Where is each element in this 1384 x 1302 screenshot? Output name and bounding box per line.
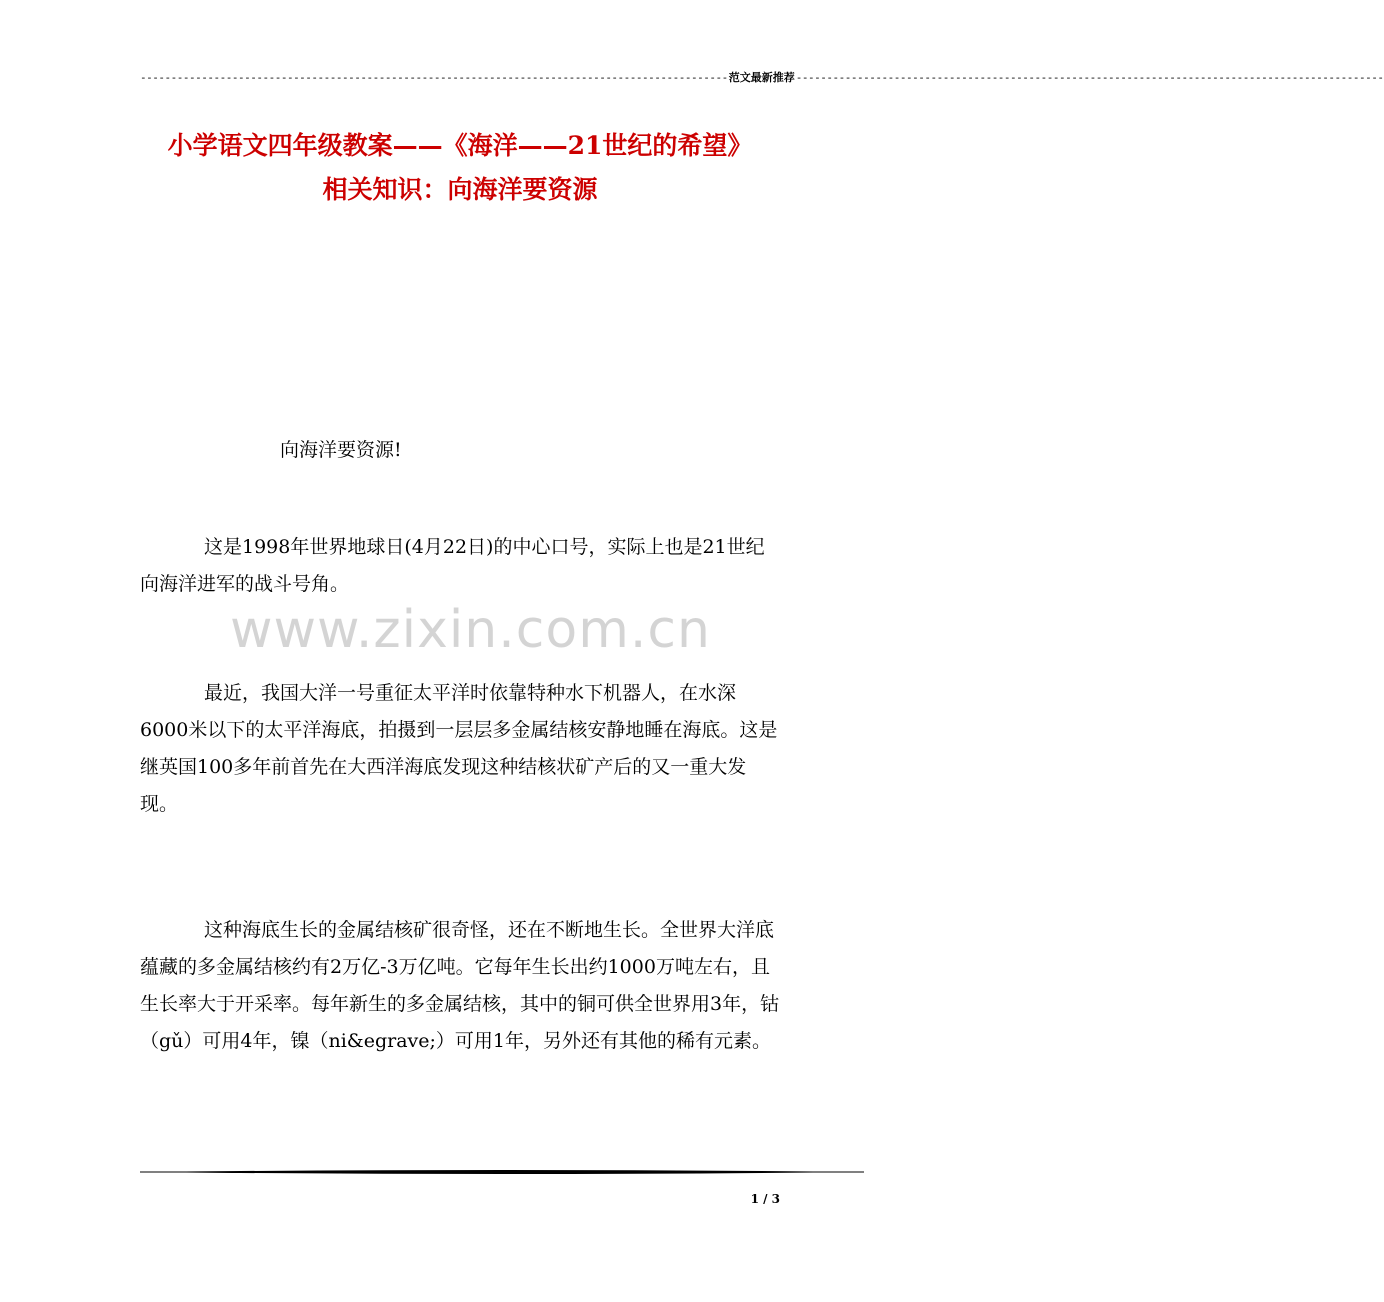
- header-dashes-left: ------------------------------------------------------------------------------------------------: [140, 71, 728, 84]
- body-paragraph-1: 这是1998年世界地球日(4月22日)的中心口号，实际上也是21世纪向海洋进军的战斗号角。: [140, 536, 765, 595]
- footer-divider: [140, 1166, 864, 1178]
- header-rule: [140, 70, 1384, 86]
- page-number: 1 / 3: [750, 1192, 780, 1206]
- watermark: www.zixin.com.cn: [230, 600, 711, 660]
- body-paragraph-2: 最近，我国大洋一号重征太平洋时依靠特种水下机器人，在水深6000米以下的太平洋海底，拍摄到一层层多金属结核安静地睡在海底。这是继英国100多年前首先在大西洋海底发现这种结核状矿产后的又一重大发现。: [140, 682, 778, 815]
- header-label: 范文最新推荐: [728, 71, 795, 84]
- header-dashes-right: ------------------------------------------------------------------------------------------------: [795, 71, 1384, 84]
- slogan-paragraph: 向海洋要资源!: [280, 439, 402, 461]
- document-title-line-1: 小学语文四年级教案——《海洋——21世纪的希望》: [167, 131, 753, 160]
- body-paragraph-3: 这种海底生长的金属结核矿很奇怪，还在不断地生长。全世界大洋底蕴藏的多金属结核约有2万亿-3万亿吨。它每年生长出约1000万吨左右，且生长率大于开采率。每年新生的多金属结核，其中的铜可供全世界用3年，钴（gǔ）可用4年，镍（ni&egrave;）可用1年，另外还有其他的稀有元素。: [140, 919, 780, 1052]
- document-title-line-2: 相关知识：向海洋要资源: [322, 175, 598, 204]
